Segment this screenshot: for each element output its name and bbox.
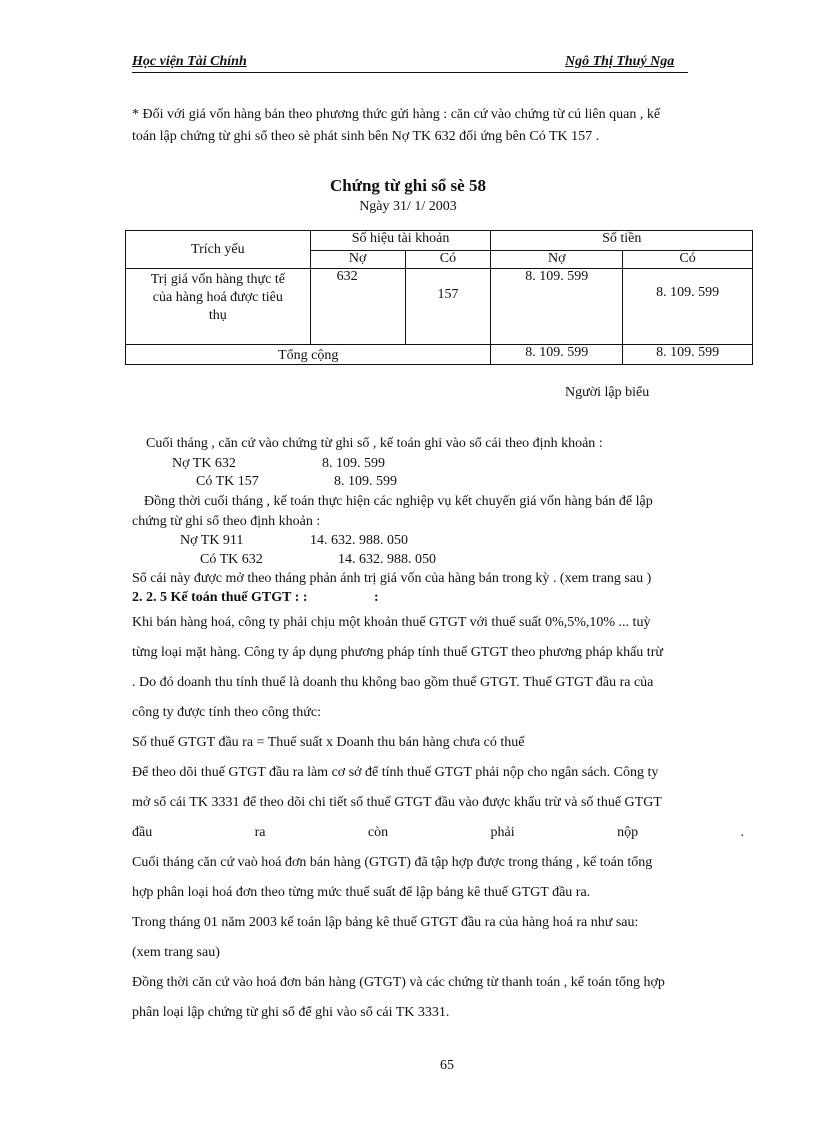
section-heading: 2. 2. 5 Kế toán thuế GTGT : :	[132, 590, 308, 605]
row-credit-amount: 8. 109. 599	[623, 269, 753, 345]
row-description-line-2: của hàng hoá được tiêu	[152, 290, 283, 305]
row-credit-account: 157	[405, 269, 491, 345]
entry-2-amount: 8. 109. 599	[334, 474, 397, 489]
p2-line-2: mở sổ cái TK 3331 để theo dõi chi tiết số thuế GTGT đầu vào được khấu trừ và số thuế GTGT	[132, 795, 662, 810]
intro-paragraph	[132, 104, 744, 148]
col-header-account-no: Số hiệu tài khoản	[310, 231, 491, 251]
col-header-description: Trích yếu	[126, 231, 311, 269]
col-header-account-debit: Nợ	[310, 251, 405, 269]
intro-line-1: * Đối với giá vốn hàng bán theo phương thức gửi hàng : căn cứ vào chứng từ cú liên quan , kế	[132, 107, 661, 122]
p2-word-3: còn	[367, 825, 389, 840]
header-rule	[132, 72, 688, 73]
formula: Số thuế GTGT đầu ra = Thuế suất x Doanh thu bán hàng chưa có thuế	[132, 735, 525, 750]
p5-line-1: Đồng thời căn cứ vào hoá đơn bán hàng (GTGT) và các chứng từ thanh toán , kế toán tổng hợp	[132, 975, 665, 990]
entries-line-4: Sổ cái này được mở theo tháng phản ánh trị giá vốn của hàng bán trong kỳ . (xem trang sau )	[132, 571, 652, 586]
entry-2-label: Có TK 157	[196, 474, 259, 489]
p4-line-2: (xem trang sau)	[132, 945, 220, 960]
p2-line-3	[132, 818, 744, 848]
p2-word-1: đầu	[132, 825, 153, 840]
p4-line-1: Trong tháng 01 năm 2003 kế toán lập bảng kê thuế GTGT đầu ra của hàng hoá ra như sau:	[132, 915, 639, 930]
entry-1-amount: 8. 109. 599	[322, 456, 385, 471]
col-header-amount-debit: Nợ	[491, 251, 623, 269]
table-row	[126, 269, 753, 345]
intro-line-2: toán lập chứng từ ghi sổ theo sè phát sinh bên Nợ TK 632 đối ứng bên Có TK 157 .	[132, 129, 600, 144]
voucher-title: Chứng từ ghi sổ sè 58	[330, 176, 486, 195]
row-description	[126, 269, 311, 345]
table-total-row	[126, 345, 753, 365]
voucher-date: Ngày 31/ 1/ 2003	[359, 199, 457, 214]
row-description-line-3: thụ	[208, 308, 227, 323]
p2-word-6: .	[740, 825, 744, 840]
p1-line-3: . Do đó doanh thu tính thuế là doanh thu không bao gồm thuế GTGT. Thuế GTGT đầu ra của	[132, 675, 654, 690]
entries-line-1: Cuối tháng , căn cứ vào chứng từ ghi sổ , kế toán ghi vào sổ cái theo định khoản :	[146, 436, 603, 451]
entry-1-label: Nợ TK 632	[172, 456, 236, 471]
table-header-row	[126, 231, 753, 251]
col-header-amount: Số tiền	[491, 231, 753, 251]
section-paragraph-1	[132, 608, 744, 1028]
header-author: Ngô Thị Thuý Nga	[565, 54, 675, 69]
entry-4-amount: 14. 632. 988. 050	[338, 552, 436, 567]
p1-line-2: từng loại mặt hàng. Công ty áp dụng phương pháp tính thuế GTGT theo phương pháp khấu trừ	[132, 645, 663, 660]
row-debit-account: 632	[310, 269, 405, 345]
p1-line-1: Khi bán hàng hoá, công ty phải chịu một khoản thuế GTGT với thuế suất 0%,5%,10% ... tuỳ	[132, 615, 651, 630]
entries-line-2: Đồng thời cuối tháng , kế toán thực hiện các nghiệp vụ kết chuyển giá vốn hàng bán để lập	[144, 494, 653, 509]
page-number: 65	[440, 1058, 454, 1073]
p1-line-4: công ty được tính theo công thức:	[132, 705, 321, 720]
entries-line-3: chứng từ ghi sổ theo định khoản :	[132, 514, 321, 529]
col-header-amount-credit: Có	[623, 251, 753, 269]
p5-line-2: phân loại lập chứng từ ghi sổ để ghi vào sổ cái TK 3331.	[132, 1005, 450, 1020]
p2-line-1: Để theo dõi thuế GTGT đầu ra làm cơ sở để tính thuế GTGT phải nộp cho ngân sách. Công ty	[132, 765, 659, 780]
p2-word-2: ra	[254, 825, 266, 840]
total-label: Tổng cộng	[126, 345, 491, 365]
p2-word-4: phải	[490, 825, 515, 840]
p3-line-1: Cuối tháng căn cứ vaò hoá đơn bán hàng (GTGT) đã tập hợp được trong tháng , kế toán tổng	[132, 855, 653, 870]
entry-3-label: Nợ TK 911	[180, 533, 244, 548]
p3-line-2: hợp phân loại hoá đơn theo từng mức thuế suất để lập bảng kê thuế GTGT đầu ra.	[132, 885, 591, 900]
header-institution: Học viện Tài Chính	[132, 54, 247, 69]
p2-word-5: nộp	[617, 825, 639, 840]
total-credit-amount: 8. 109. 599	[623, 345, 753, 365]
total-debit-amount: 8. 109. 599	[491, 345, 623, 365]
voucher-table	[125, 230, 753, 365]
signature-label: Người lập biểu	[565, 385, 650, 400]
section-heading-colon: :	[374, 590, 379, 605]
entry-3-amount: 14. 632. 988. 050	[310, 533, 408, 548]
col-header-account-credit: Có	[405, 251, 491, 269]
row-description-line-1: Trị giá vốn hàng thực tế	[150, 272, 285, 287]
entry-4-label: Có TK 632	[200, 552, 263, 567]
row-debit-amount: 8. 109. 599	[491, 269, 623, 345]
